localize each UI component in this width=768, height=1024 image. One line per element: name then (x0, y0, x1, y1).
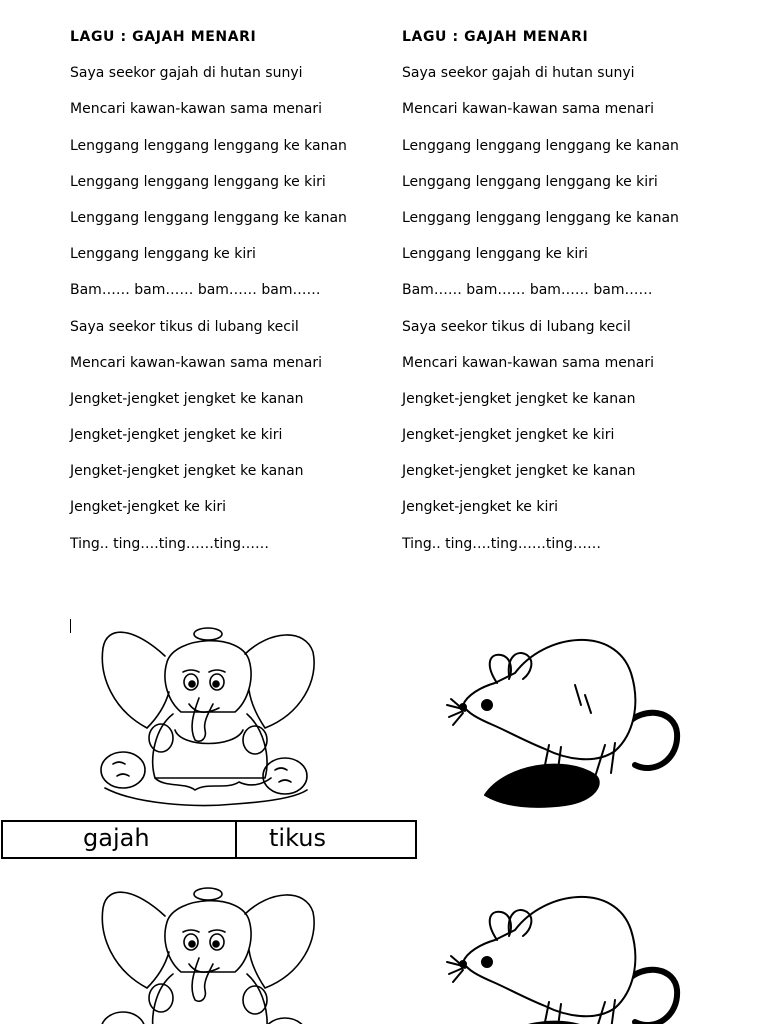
lyrics-column-left (70, 27, 400, 570)
lyric-line: Saya seekor tikus di lubang kecil (70, 318, 299, 335)
lyric-line: Jengket-jengket ke kiri (70, 499, 227, 516)
lyric-line: Lenggang lenggang lenggang ke kiri (70, 173, 326, 190)
lyric-line: Ting.. ting….ting……ting…… (70, 535, 269, 552)
lyric-line: Saya seekor gajah di hutan sunyi (70, 65, 303, 82)
song-title: LAGU : GAJAH MENARI (402, 29, 589, 45)
lyric-line: Jengket-jengket jengket ke kanan (70, 390, 304, 407)
lyric-line: Lenggang lenggang lenggang ke kiri (402, 173, 658, 190)
lyric-line: Ting.. ting….ting……ting…… (402, 535, 601, 552)
lyric-line: Mencari kawan-kawan sama menari (70, 354, 323, 371)
label-cell-gajah (3, 822, 237, 857)
lyric-line: Lenggang lenggang lenggang ke kanan (70, 137, 347, 154)
lyric-line: Lenggang lenggang ke kiri (70, 246, 256, 263)
lyric-line: Lenggang lenggang ke kiri (402, 246, 588, 263)
lyric-line: Saya seekor tikus di lubang kecil (402, 318, 631, 335)
label-gajah: gajah (83, 824, 150, 852)
elephant-illustration (95, 878, 320, 1024)
mouse-illustration (445, 625, 690, 815)
lyric-line: Bam…… bam…… bam…… bam…… (402, 282, 653, 299)
label-cell-tikus (237, 822, 415, 857)
label-tikus: tikus (269, 824, 326, 852)
text-cursor (70, 619, 71, 633)
lyrics-column-right (402, 27, 732, 570)
lyric-line: Jengket-jengket jengket ke kanan (402, 463, 636, 480)
lyric-line: Jengket-jengket ke kiri (402, 499, 559, 516)
lyric-line: Bam…… bam…… bam…… bam…… (70, 282, 321, 299)
lyric-line: Jengket-jengket jengket ke kanan (402, 390, 636, 407)
lyric-line: Lenggang lenggang lenggang ke kanan (70, 209, 347, 226)
lyric-line: Saya seekor gajah di hutan sunyi (402, 65, 635, 82)
lyric-line: Lenggang lenggang lenggang ke kanan (402, 137, 679, 154)
lyric-line: Mencari kawan-kawan sama menari (402, 101, 655, 118)
lyric-line: Mencari kawan-kawan sama menari (70, 101, 323, 118)
lyric-line: Mencari kawan-kawan sama menari (402, 354, 655, 371)
song-title: LAGU : GAJAH MENARI (70, 29, 257, 45)
lyric-line: Lenggang lenggang lenggang ke kanan (402, 209, 679, 226)
lyric-line: Jengket-jengket jengket ke kiri (70, 427, 283, 444)
label-table (1, 820, 417, 859)
lyric-line: Jengket-jengket jengket ke kanan (70, 463, 304, 480)
lyric-line: Jengket-jengket jengket ke kiri (402, 427, 615, 444)
elephant-illustration (95, 618, 320, 808)
mouse-illustration (445, 882, 690, 1024)
